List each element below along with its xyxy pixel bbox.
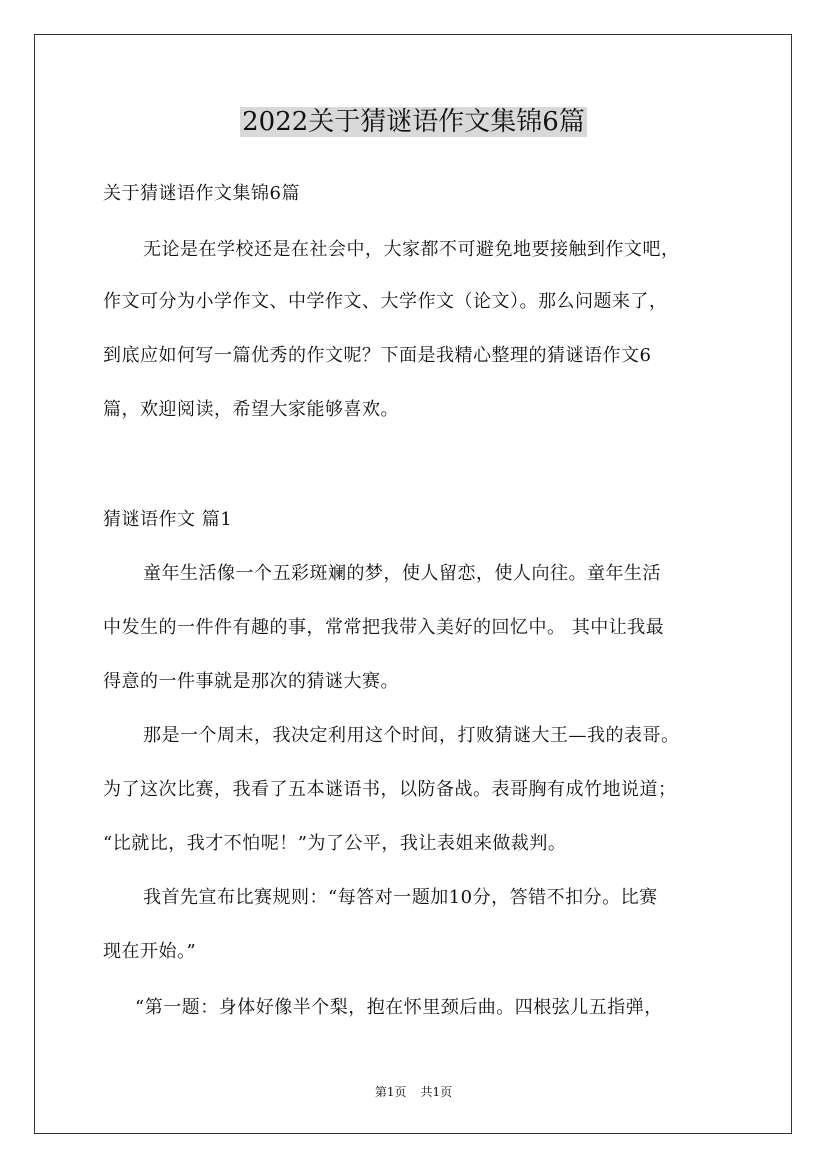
intro-line: 作文可分为小学作文、中学作文、大学作文（论文）。那么问题来了， — [103, 291, 668, 312]
body-line: 中发生的一件件有趣的事，常常把我带入美好的回忆中。 其中让我最 — [103, 617, 665, 638]
body-line: 现在开始。” — [103, 941, 197, 962]
document-subtitle: 关于猜谜语作文集锦6篇 — [103, 183, 300, 204]
body-line: 得意的一件事就是那次的猜谜大赛。 — [103, 671, 399, 692]
page-total-label: 共1页 — [420, 1085, 453, 1099]
section-heading: 猜谜语作文 篇1 — [103, 509, 233, 530]
intro-line: 篇，欢迎阅读，希望大家能够喜欢。 — [103, 399, 399, 420]
body-line: 我首先宣布比赛规则：“每答对一题加10分，答错不扣分。比赛 — [143, 887, 658, 908]
body-line: 那是一个周末，我决定利用这个时间，打败猜谜大王—我的表哥。 — [143, 725, 680, 746]
intro-line: 到底应如何写一篇优秀的作文呢？下面是我精心整理的猜谜语作文6 — [103, 345, 652, 366]
body-line: 童年生活像一个五彩斑斓的梦，使人留恋，使人向往。童年生活 — [143, 563, 661, 584]
document-title — [0, 104, 827, 140]
page-number-label: 第1页 — [374, 1085, 407, 1099]
body-line: “第一题：身体好像半个梨，抱在怀里颈后曲。四根弦儿五指弹， — [135, 997, 663, 1018]
intro-line: 无论是在学校还是在社会中，大家都不可避免地要接触到作文吧， — [143, 239, 680, 260]
page-footer — [0, 1084, 827, 1100]
document-title-text: 2022关于猜谜语作文集锦6篇 — [242, 107, 585, 137]
body-line: “比就比，我才不怕呢！”为了公平，我让表姐来做裁判。 — [103, 833, 567, 854]
body-line: 为了这次比赛，我看了五本谜语书，以防备战。表哥胸有成竹地说道； — [103, 779, 677, 800]
